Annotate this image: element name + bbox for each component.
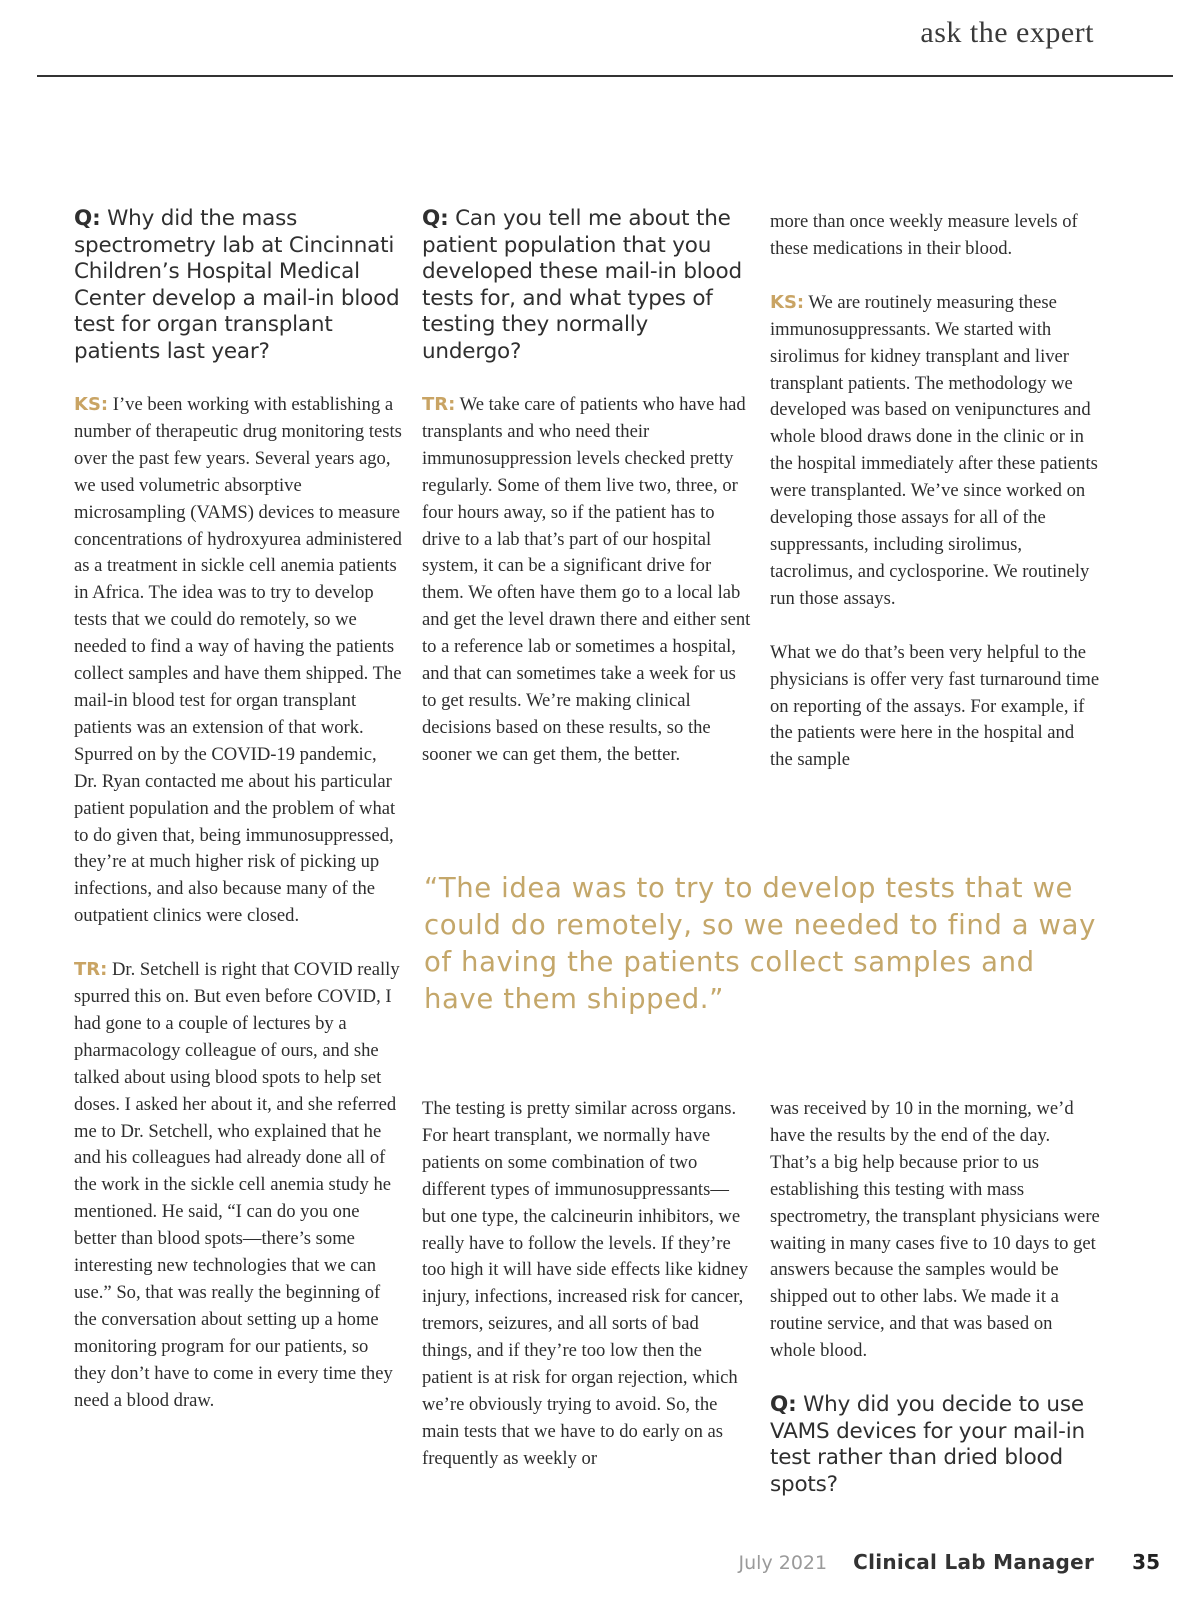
column-1 [74, 206, 404, 1442]
column-2-top [422, 206, 752, 796]
speaker-label-tr: TR: [422, 394, 456, 415]
answer-tr [422, 392, 752, 769]
section-title: ask the expert [920, 16, 1094, 49]
paragraph: What we do that’s been very helpful to the physicians is offer very fast turnaround time on reporting of the assays. For example, if the patients were here in the hospital and the sample [770, 641, 1100, 771]
continued-text: more than once weekly measure levels of these medications in their blood. [770, 211, 1078, 259]
question-2 [422, 206, 752, 365]
magazine-title: Clinical Lab Manager [853, 1550, 1095, 1574]
pull-quote: “The idea was to try to develop tests that we could do remotely, so we needed to find a way of having the patients collect samples and have them shipped.” [424, 872, 1096, 1015]
answer-tr [74, 957, 404, 1414]
paragraph: The testing is pretty similar across organs. For heart transplant, we normally have patients on some combination of two different types of immunosuppressants—but one type, the calcineurin inhibitors, we really have to follow the levels. If they’re too high it will have side effects like kidney injury, infections, increased risk for cancer, tremors, seizures, and all sorts of bad things, and if they’re too low then the patient is at risk for organ rejection, which we’re obviously trying to avoid. So, the main tests that we have to do early on as frequently as weekly or [422, 1098, 749, 1469]
question-3 [770, 1392, 1100, 1498]
speaker-label-tr: TR: [74, 959, 108, 981]
answer-ks [74, 392, 404, 930]
question-text: Why did the mass spectrometry lab at Cincinnati Children’s Hospital Medical Center develop a mail-in blood test for organ transplant patients last year? [74, 206, 400, 364]
answer-text: We are routinely measuring these immunosuppressants. We started with sirolimus for kidney transplant and liver transplant patients. The methodology we developed was based on venipunctures and whole blood draws done in the clinic or in the hospital immediately after these patients were transplanted. We’ve since worked on developing those assays for all of the suppressants, including sirolimus, tacrolimus, and cyclosporine. We routinely run those assays. [770, 291, 1098, 609]
page-number: 35 [1132, 1550, 1160, 1574]
speaker-label-ks: KS: [74, 394, 109, 415]
answer-text: We take care of patients who have had transplants and who need their immunosuppression levels checked pretty regularly. Some of them live two, three, or four hours away, so if the patient has to drive to a lab that’s part of our hospital system, it can be a significant drive for them. We often have them go to a local lab and get the level drawn there and either sent to a reference lab or sometimes a hospital, and that can sometimes take a week for us to get results. We’re making clinical decisions based on these results, so the sooner we can get them, the better. [422, 394, 751, 765]
paragraph: was received by 10 in the morning, we’d have the results by the end of the day. That’s a big help because prior to us establishing this testing with mass spectrometry, the transplant physicians were waiting in many cases five to 10 days to get answers because the samples would be shipped out to other labs. We made it a routine service, and that was based on whole blood. [770, 1098, 1100, 1362]
question-1 [74, 206, 404, 365]
column-3-bottom [770, 1096, 1100, 1525]
issue-date: July 2021 [738, 1552, 828, 1574]
answer-ks [770, 290, 1100, 613]
page-footer [739, 1550, 1160, 1580]
question-text: Why did you decide to use VAMS devices for your mail-in test rather than dried blood spots? [770, 1392, 1085, 1497]
answer-text: Dr. Setchell is right that COVID really spurred this on. But even before COVID, I had gone to a couple of lectures by a pharmacology colleague of ours, and she talked about using blood spots to help set doses. I asked her about it, and she referred me to Dr. Setchell, who explained that he and his colleagues had already done all of the work in the sickle cell anemia study he mentioned. He said, “I can do you one better than blood spots—there’s some interesting new technologies that we can use.” So, that was really the beginning of the conversation about setting up a home monitoring program for our patients, so they don’t have to come in every time they need a blood draw. [74, 959, 400, 1411]
header-divider [37, 75, 1173, 77]
speaker-label-ks: KS: [770, 291, 805, 313]
question-label: Q: [422, 206, 449, 231]
column-2-bottom [422, 1096, 752, 1500]
column-3-top [770, 209, 1100, 801]
question-label: Q: [74, 206, 101, 231]
answer-text: I’ve been working with establishing a number of therapeutic drug monitoring tests over the past few years. Several years ago, we used volumetric absorptive microsampling (VAMS) devices to measure concentrations of hydroxyurea administered as a treatment in sickle cell anemia patients in Africa. The idea was to try to develop tests that we could do remotely, so we needed to find a way of having the patients collect samples and have them shipped. The mail-in blood test for organ transplant patients was an extension of that work. Spurred on by the COVID-19 pandemic, Dr. Ryan contacted me about his particular patient population and the problem of what to do given that, being immunosuppressed, they’re at much higher risk of picking up infections, and also because many of the outpatient clinics were closed. [74, 394, 402, 927]
question-label: Q: [770, 1392, 797, 1418]
question-text: Can you tell me about the patient population that you developed these mail-in blood tests for, and what types of testing they normally undergo? [422, 206, 742, 364]
